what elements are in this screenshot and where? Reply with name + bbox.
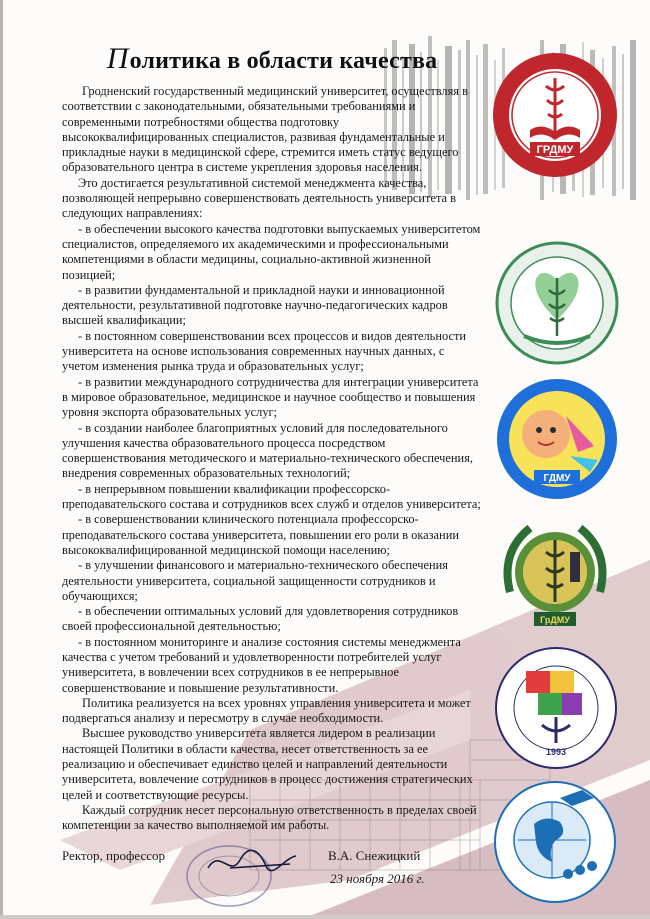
direction-item: - в обеспечении высокого качества подготовки выпускаемых университетом специалистов, определяемого их академическими и профессиональными компетенциями в области медицины, социально-активной жизненной позицией; (62, 221, 481, 282)
title-text: олитика в области качества (129, 48, 438, 74)
paragraph-leadership: Высшее руководство университета является лидером в реализации настоящей Политики в области качества, несет ответственность за ее реализацию и обеспечивает единство целей и направлений деятельности университета, вовлечение сотрудников в процесс достижения стратегических целей и соответствующие ресурсы. (62, 726, 473, 802)
medico-diagnostic-faculty-emblem (490, 512, 620, 638)
direction-item: - в улучшении финансового и материально-технического обеспечения деятельности университета, социальной защищенности сотрудников и обучающихся; (62, 558, 448, 603)
direction-item: - в создании наиболее благоприятных условий для последовательного улучшения качества образовательного процесса посредством совершенствования методического и материально-технического обеспечения, внедрения современных образовательных технологий; (62, 420, 473, 481)
rector-signature (200, 838, 310, 888)
grdmu-university-emblem (490, 50, 620, 180)
direction-item: - в обеспечении оптимальных условий для удовлетворения сотрудников своей профессиональной деятельностью; (62, 604, 459, 634)
signatory-title: Ректор, профессор (62, 848, 165, 863)
medico-psychological-faculty-emblem (492, 643, 620, 773)
signatory-name: В.А. Снежицкий (328, 848, 421, 863)
svg-text:1993: 1993 (545, 747, 567, 757)
svg-text:ГрДМУ: ГрДМУ (540, 615, 570, 625)
svg-text:ГДМУ: ГДМУ (543, 473, 571, 484)
svg-text:ГРДМУ: ГРДМУ (536, 144, 574, 156)
paragraph-intro: Гродненский государственный медицинский университет, осуществляя в соответствии с законодательными, обязательными требованиями и современными потребностями общества подготовку высококвалифицированных специалистов, развивая фундаментальные и прикладные науки в медицинской сфере, стремится иметь статус ведущего образовательного центра в системе укрепления здоровья населения. (62, 84, 468, 175)
direction-item: - в развитии фундаментальной и прикладной науки и инновационной деятельности, результативной подготовке научно-педагогических кадров высшей квалификации; (62, 282, 448, 328)
direction-item: - в совершенствовании клинического потенциала профессорско-преподавательского состава университета, повышении его роли в оказании высококвалифицированной медицинской помощи населению; (62, 512, 459, 557)
paragraph-qms: Это достигается результативной системой менеджмента качества, позволяющей непрерывно совершенствовать деятельность университета в следующих направлениях: (62, 175, 456, 221)
foreign-students-faculty-emblem (490, 778, 620, 906)
direction-item: - в постоянном совершенствовании всех процессов и видов деятельности университета на основе использования современных научных данных, с учетом изменения рынка труда и образовательных услуг; (62, 328, 467, 374)
page-title (82, 42, 462, 76)
pediatric-faculty-emblem (494, 376, 620, 502)
lechebny-faculty-emblem (494, 240, 620, 366)
document-date: 23 ноября 2016 г. (330, 871, 425, 886)
direction-item: - в постоянном мониторинге и анализе состояния системы менеджмента качества с учетом требований и удовлетворенности потребителей услуг университета, в вовлечении всех сотрудников в ее непрерывное совершенствование и повышение результативности. (62, 634, 461, 695)
policy-text (62, 84, 482, 834)
direction-item: - в непрерывном повышении квалификации профессорско-преподавательского состава и сотрудников всех служб и отделов университета; (62, 481, 481, 512)
paragraph-responsibility: Каждый сотрудник несет персональную ответственность в пределах своей компетенции за качество выполняемой им работы. (62, 802, 477, 833)
paragraph-implementation: Политика реализуется на всех уровнях управления университета и может подвергаться анализу и пересмотру в случае необходимости. (62, 695, 471, 726)
direction-item: - в развитии международного сотрудничества для интеграции университета в мировое образовательное, медицинское и научное сообщество и повышения уровня экспорта образовательных услуг; (62, 374, 479, 420)
title-initial: П (106, 42, 129, 75)
page-edge-bottom (0, 915, 650, 919)
